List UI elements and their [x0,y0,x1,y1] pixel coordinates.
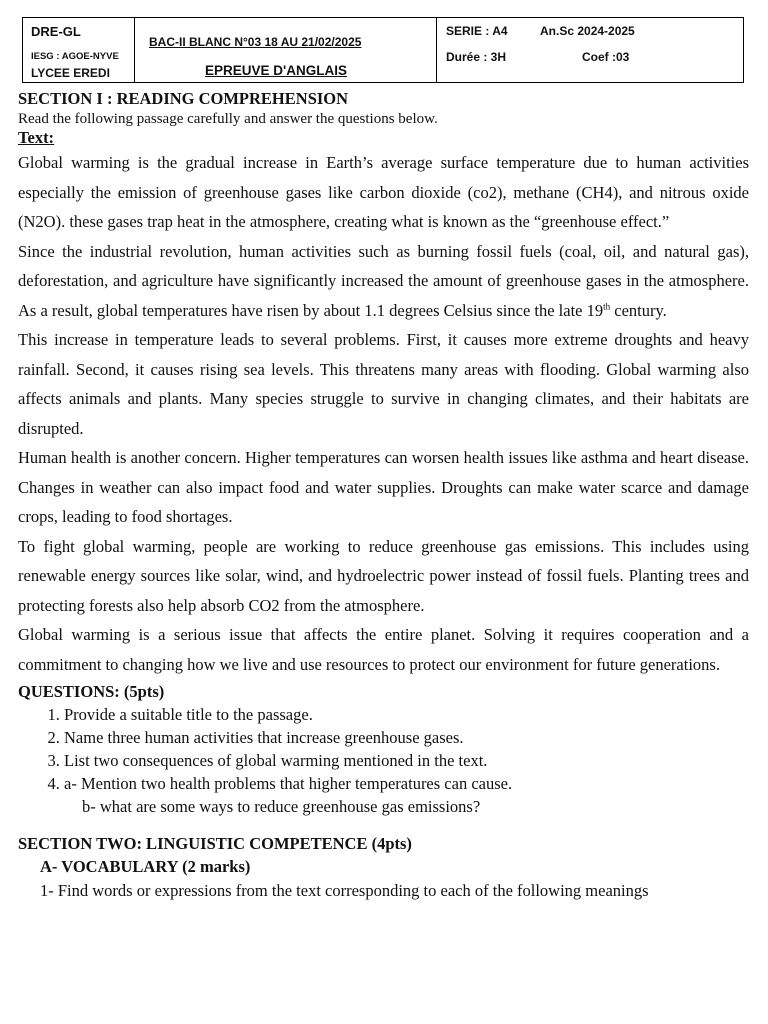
subject-title: EPREUVE D'ANGLAIS [205,63,347,78]
dre-label: DRE-GL [31,24,81,39]
vocabulary-instruction: 1- Find words or expressions from the text corresponding to each of the following meanings [40,881,649,900]
school-label: LYCEE EREDI [31,66,110,80]
superscript: th [603,301,611,311]
text-label: Text: [18,128,55,147]
passage-text: century. [610,300,667,320]
questions-title: QUESTIONS: (5pts) [18,682,165,701]
passage-paragraph: Human health is another concern. Higher temperatures can worsen health issues like asthma and heart disease. Changes in weather can also impact food and water supplies. Droughts can make water scarce and damage crops, leading to food shortages. [18,448,749,526]
section1-title: SECTION I : READING COMPREHENSION [18,89,349,108]
passage-paragraph: This increase in temperature leads to several problems. First, it causes more extreme droughts and heavy rainfall. Second, it causes rising sea levels. This threatens many areas with flooding. Global warming also affects animals and plants. Many species struggle to survive in changing climates, and their habitats are disrupted. [18,330,749,438]
header-school-cell [23,18,135,82]
exam-title: BAC-II BLANC N°03 18 AU 21/02/2025 [149,35,362,49]
question-item: 2. Name three human activities that increase greenhouse gases. [64,726,749,749]
header-exam-cell [135,18,437,82]
question-sub-b: b- what are some ways to reduce greenhouse gas emissions? [82,797,481,816]
reading-instruction: Read the following passage carefully and answer the questions below. [18,111,438,127]
exam-body [18,88,749,903]
exam-header [22,17,744,83]
passage-paragraph: Global warming is the gradual increase in Earth’s average surface temperature due to human activities especially the emission of greenhouse gases like carbon dioxide (co2), methane (CH4), and nitrous oxide (N2O). these gases trap heat in the atmosphere, creating what is known as the “greenhouse effect.” [18,153,749,231]
question-item: 4. a- Mention two health problems that higher temperatures can cause. [64,772,749,795]
coef-label: Coef :03 [582,50,630,64]
vocabulary-heading: A- VOCABULARY (2 marks) [40,857,251,876]
question-item: 1. Provide a suitable title to the passage. [64,703,749,726]
header-info-cell [437,18,743,82]
question-item: 3. List two consequences of global warming mentioned in the text. [64,749,749,772]
serie-label: SERIE : A4 [446,24,508,38]
iesg-label: IESG : AGOE-NYVE [31,51,119,62]
passage-paragraph: To fight global warming, people are working to reduce greenhouse gas emissions. This includes using renewable energy sources like solar, wind, and hydroelectric power instead of fossil fuels. Planting trees and protecting forests also help absorb CO2 from the atmosphere. [18,536,749,615]
passage [18,148,749,679]
year-label: An.Sc 2024-2025 [540,24,635,38]
passage-paragraph: Global warming is a serious issue that affects the entire planet. Solving it requires cooperation and a commitment to changing how we live and use resources to protect our environment for future generations. [18,625,749,674]
duration-label: Durée : 3H [446,50,507,64]
section2-title: SECTION TWO: LINGUISTIC COMPETENCE (4pts) [18,834,412,853]
passage-paragraph [18,237,749,326]
passage-text: Since the industrial revolution, human activities such as burning fossil fuels (coal, oil, and natural gas), deforestation, and agriculture have significantly increased the amount of greenhouse gases in the atmosphere. As a result, global temperatures have risen by about 1.1 degrees Celsius since the late 19 [18,241,749,320]
questions-list [18,703,749,795]
